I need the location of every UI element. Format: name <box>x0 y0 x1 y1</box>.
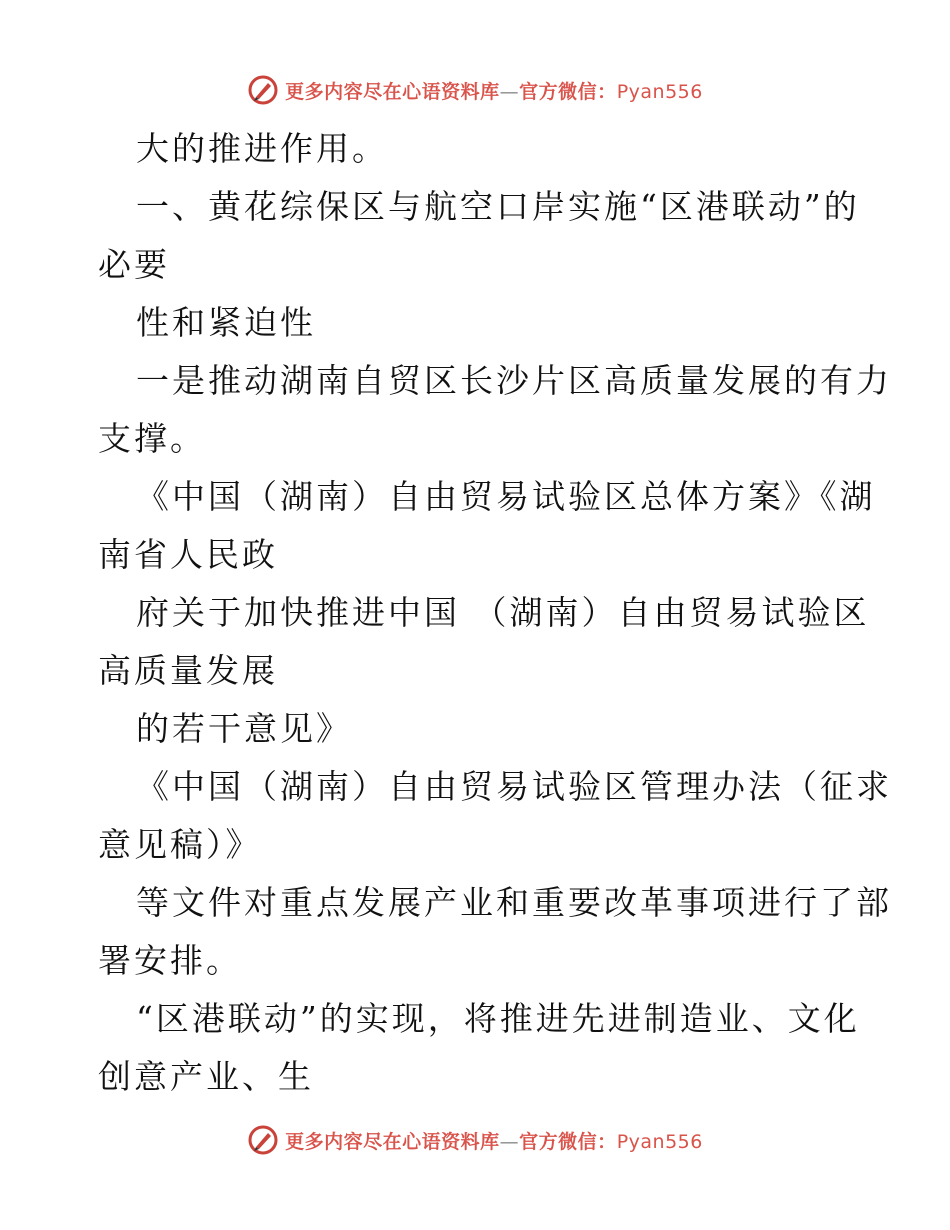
text-line: 等文件对重点发展产业和重要改革事项进行了部 <box>136 883 892 922</box>
watermark-text: 更多内容尽在心语资料库—官方微信：Pyan556 <box>285 80 703 103</box>
footer-watermark <box>0 1120 950 1160</box>
document-body <box>98 120 892 1106</box>
text-line: 署安排。 <box>98 941 242 980</box>
text-line: 《中国（湖南）自由贸易试验区总体方案》《湖 <box>136 477 876 516</box>
pen-logo-icon <box>247 74 279 106</box>
text-line: “区港联动”的实现，将推进先进制造业、文化 <box>136 999 860 1038</box>
text-line: 的若干意见》 <box>136 709 352 748</box>
watermark-text: 更多内容尽在心语资料库—官方微信：Pyan556 <box>285 1130 703 1153</box>
text-line: 一是推动湖南自贸区长沙片区高质量发展的有力 <box>136 361 892 400</box>
text-line: 《中国（湖南）自由贸易试验区管理办法（征求 <box>136 767 892 806</box>
text-line: 高质量发展 <box>98 651 278 690</box>
text-line: 大的推进作用。 <box>136 129 388 168</box>
text-line: 南省人民政 <box>98 535 278 574</box>
pen-logo-icon <box>247 1124 279 1156</box>
text-line: 性和紧迫性 <box>136 303 316 342</box>
text-line: 一、黄花综保区与航空口岸实施“区港联动”的 <box>136 187 860 226</box>
text-line: 府关于加快推进中国 （湖南）自由贸易试验区 <box>136 593 870 632</box>
header-watermark <box>0 70 950 110</box>
text-line: 必要 <box>98 245 170 284</box>
text-line: 意见稿）》 <box>98 825 262 864</box>
text-line: 支撑。 <box>98 419 206 458</box>
text-line: 创意产业、生 <box>98 1057 314 1096</box>
